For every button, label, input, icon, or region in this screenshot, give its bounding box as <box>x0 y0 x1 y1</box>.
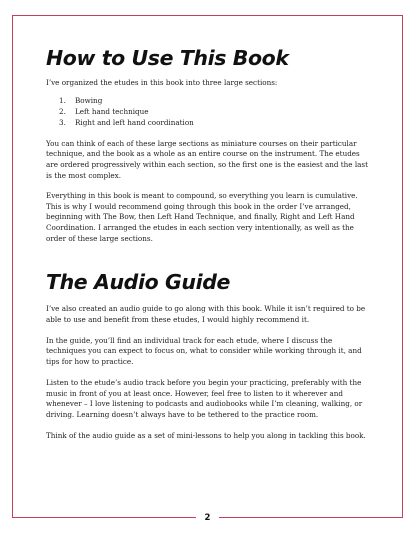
sections-list <box>46 95 372 129</box>
body-paragraph: Think of the audio guide as a set of mini-lessons to help you along in tackling this book. <box>46 431 366 440</box>
body-paragraph: I’ve also created an audio guide to go along with this book. While it isn’t required to be able to use and benefit from these etudes, I would highly recommend it. <box>46 304 366 324</box>
section-audio-guide <box>46 270 372 441</box>
page-content <box>46 46 372 452</box>
body-paragraph: Listen to the etude’s audio track before you begin your practicing, preferably with the music in front of you at least once. However, feel free to listen to it wherever and whenever – I love listening to podcasts and audiobooks while I’m cleaning, walking, or driving. Learning doesn’t always have to be tethered to the practice room. <box>46 378 363 419</box>
section-how-to-use <box>46 46 372 244</box>
list-item-number: 3. <box>59 118 66 128</box>
list-item-number: 1. <box>59 95 66 105</box>
list-item-text: Left hand technique <box>75 107 149 116</box>
body-paragraph: In the guide, you’ll find an individual track for each etude, where I discuss the techniques you can expect to focus on, what to consider while working through it, and tips for how to practice. <box>46 335 362 367</box>
list-item <box>46 95 372 106</box>
body-paragraph-order: Everything in this book is meant to compound, so everything you learn is cumulative. This is why I would recommend going through this book in the order I’ve arranged, beginning with The Bow, then Left Hand Technique, and finally, Right and Left Hand Coordination. I arranged the etudes in each section very intentionally, as well as the order of these large sections. <box>46 191 358 243</box>
page-footer <box>12 512 403 524</box>
section-heading-audio-guide: The Audio Guide <box>46 270 231 295</box>
section-heading-how-to-use: How to Use This Book <box>46 46 289 70</box>
list-item <box>46 106 372 117</box>
list-item-text: Bowing <box>75 95 103 105</box>
list-item-number: 2. <box>59 107 66 116</box>
intro-paragraph: I’ve organized the etudes in this book into three large sections: <box>46 78 278 87</box>
list-item-text: Right and left hand coordination <box>75 118 194 128</box>
body-paragraph-sections: You can think of each of these large sections as miniature courses on their particular technique, and the book as a whole as an entire course on the instrument. The etudes are ordered progressively within each section, so the first one is the easiest and the last is the most complex. <box>46 138 369 180</box>
page-number: 2 <box>196 513 220 523</box>
list-item <box>46 117 372 128</box>
